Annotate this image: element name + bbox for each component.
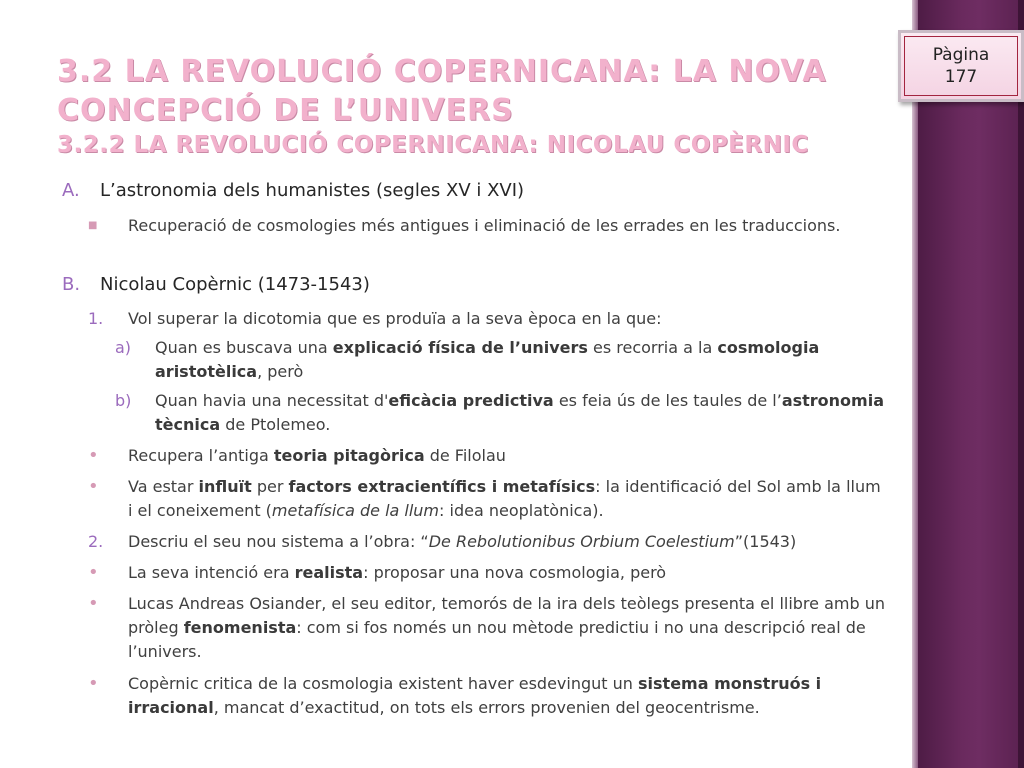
numbered-item-2-marker: 2. xyxy=(88,532,104,551)
section-a-heading: L’astronomia dels humanistes (segles XV i XVI) xyxy=(100,180,525,201)
decorative-sidebar xyxy=(912,0,1024,768)
sub-item-a-text: Quan es buscava una explicació física de l’univers es recorria a la cosmologia aristotèlica, però xyxy=(155,338,820,381)
page-number: 177 xyxy=(944,67,978,87)
square-bullet-icon: ■ xyxy=(88,220,98,231)
sub-item-b-text: Quan havia una necessitat d'eficàcia predictiva es feia ús de les taules de l’astronomia tècnica de Ptolemeo. xyxy=(155,391,884,434)
sub-item-a-marker: a) xyxy=(115,338,132,357)
list-item-text: Recuperació de cosmologies més antigues i eliminació de les errades en les traduccions. xyxy=(128,216,841,235)
section-a-marker: A. xyxy=(62,180,80,201)
dot-bullet-icon: • xyxy=(88,593,99,614)
page-label: Pàgina xyxy=(932,45,990,65)
numbered-item-1-text: Vol superar la dicotomia que es produïa a la seva època en la que: xyxy=(128,309,662,328)
dot-bullet-icon: • xyxy=(88,673,99,694)
dot-bullet-icon: • xyxy=(88,445,99,466)
section-b-heading: Nicolau Copèrnic (1473-1543) xyxy=(100,274,370,295)
numbered-item-2-text: Descriu el seu nou sistema a l’obra: “De Rebolutionibus Orbium Coelestium”(1543) xyxy=(128,532,797,551)
list-item-text: Copèrnic critica de la cosmologia existent haver esdevingut un sistema monstruós i irracional, mancat d’exactitud, on tots els errors provenien del geocentrisme. xyxy=(128,674,822,717)
list-item-text: La seva intenció era realista: proposar una nova cosmologia, però xyxy=(128,563,667,582)
dot-bullet-icon: • xyxy=(88,476,99,497)
sub-item-b-marker: b) xyxy=(115,391,132,410)
page-number-badge xyxy=(898,30,1024,102)
list-item-text: Va estar influït per factors extracientífics i metafísics: la identificació del Sol amb la llum i el coneixement (metafísica de la llum: idea neoplatònica). xyxy=(128,477,881,520)
list-item-text: Lucas Andreas Osiander, el seu editor, temorós de la ira dels teòlegs presenta el llibre amb un pròleg fenomenista: com si fos només un nou mètode predictiu i no una descripció real de l’univers. xyxy=(128,594,885,661)
dot-bullet-icon: • xyxy=(88,562,99,583)
list-item-text: Recupera l’antiga teoria pitagòrica de Filolau xyxy=(128,446,506,465)
slide-title xyxy=(57,52,902,161)
numbered-item-1-marker: 1. xyxy=(88,309,104,328)
title-line-1: 3.2 LA REVOLUCIÓ COPERNICANA: LA NOVA CONCEPCIÓ DE L’UNIVERS xyxy=(57,54,827,128)
title-line-2: 3.2.2 LA REVOLUCIÓ COPERNICANA: NICOLAU COPÈRNIC xyxy=(57,132,809,158)
section-b-marker: B. xyxy=(62,274,81,295)
